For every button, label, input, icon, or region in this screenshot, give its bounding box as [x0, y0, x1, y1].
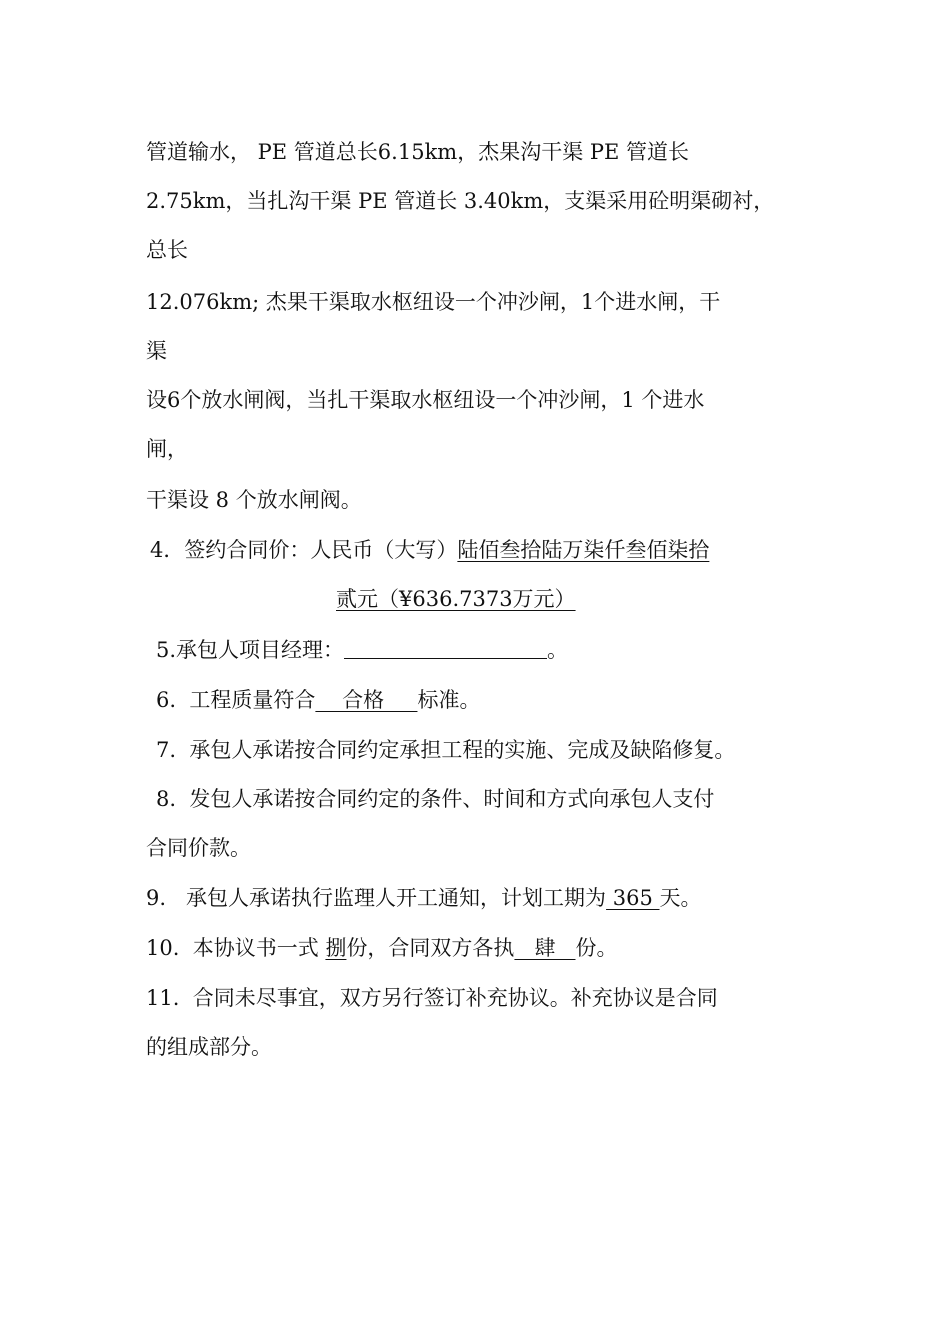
- item-6-label: 6. 工程质量符合: [156, 688, 316, 712]
- item-10-middle: 份，合同双方各执: [346, 936, 515, 960]
- item-5-project-manager: [156, 637, 568, 663]
- item-6-suffix: 标准。: [417, 688, 481, 712]
- item-10-copies: [146, 935, 618, 961]
- item-4-contract-price-cont: [336, 586, 576, 612]
- item-4-label: 4．签约合同价：人民币（大写）: [150, 538, 458, 562]
- total-copies-value: 捌: [325, 936, 347, 960]
- intro-line-6: 设6个放水闸阀，当扎干渠取水枢纽设一个冲沙闸，1 个进水: [146, 388, 705, 412]
- item-9-schedule: [146, 885, 702, 911]
- project-manager-blank: [344, 638, 547, 659]
- item-7: 7. 承包人承诺按合同约定承担工程的实施、完成及缺陷修复。: [156, 738, 736, 762]
- item-9-suffix: 天。: [659, 886, 702, 910]
- intro-line-2: 2.75km，当扎沟干渠 PE 管道长 3.40km，支渠采用砼明渠砌衬，: [146, 189, 775, 213]
- item-10-label: 10. 本协议书一式: [146, 936, 326, 960]
- contract-amount-words: 陆佰叁拾陆万柒仟叁佰柒拾: [457, 538, 710, 562]
- intro-line-5: 渠: [146, 339, 167, 363]
- contract-amount-words-cont: 贰元（¥636.7373万元）: [336, 587, 576, 611]
- item-5-label: 5.承包人项目经理：: [156, 638, 345, 662]
- item-9-label: 9. 承包人承诺执行监理人开工通知，计划工期为: [146, 886, 607, 910]
- item-8-line-1: 8. 发包人承诺按合同约定的条件、时间和方式向承包人支付: [156, 787, 715, 811]
- item-6-quality: [156, 687, 480, 713]
- intro-line-8: 干渠设 8 个放水闸阀。: [146, 488, 362, 512]
- item-8-line-2: 合同价款。: [146, 836, 251, 860]
- planned-duration-value: 365: [606, 886, 660, 910]
- item-4-contract-price: [150, 537, 709, 563]
- intro-line-1: 管道输水， PE 管道总长6.15km，杰果沟干渠 PE 管道长: [146, 140, 690, 164]
- item-5-suffix: 。: [547, 638, 569, 662]
- item-11-line-2: 的组成部分。: [146, 1035, 272, 1059]
- intro-line-3: 总长: [146, 238, 188, 262]
- copies-each-value: 肆: [514, 936, 576, 960]
- quality-standard-value: 合格: [315, 688, 418, 712]
- intro-line-7: 闸，: [146, 437, 188, 461]
- item-10-suffix: 份。: [575, 936, 618, 960]
- intro-line-4: 12.076km; 杰果干渠取水枢纽设一个冲沙闸，1个进水闸，干: [146, 290, 721, 314]
- item-11-line-1: 11. 合同未尽事宜，双方另行签订补充协议。补充协议是合同: [146, 986, 718, 1010]
